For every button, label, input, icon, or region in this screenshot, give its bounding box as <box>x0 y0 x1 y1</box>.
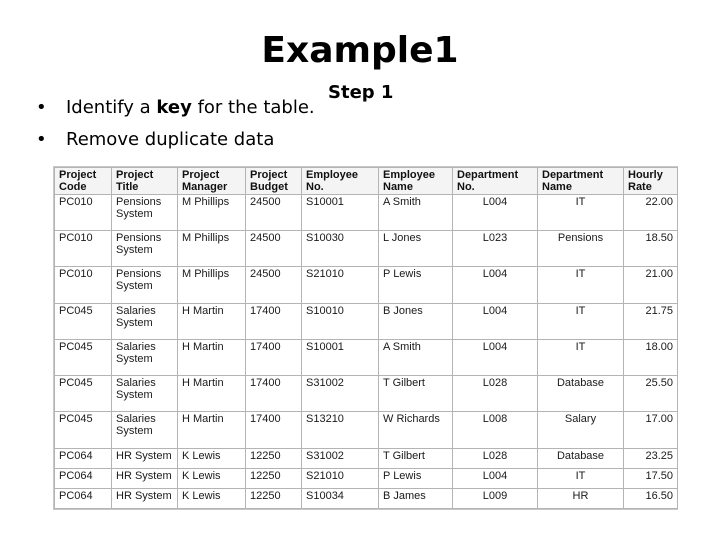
cell-project-budget: 12250 <box>246 468 302 488</box>
cell-employee-name: A Smith <box>379 339 453 375</box>
cell-employee-no: S10001 <box>302 339 379 375</box>
cell-project-title: Pensions System <box>112 195 178 231</box>
column-header-hourly-rate <box>624 168 678 195</box>
cell-project-title: Salaries System <box>112 303 178 339</box>
cell-project-title: HR System <box>112 448 178 468</box>
cell-project-title: Salaries System <box>112 376 178 412</box>
cell-employee-name: T Gilbert <box>379 376 453 412</box>
table-row <box>55 303 678 339</box>
column-header-line: Employee <box>306 169 358 181</box>
cell-employee-no: S31002 <box>302 376 379 412</box>
cell-department-name: IT <box>538 339 624 375</box>
cell-project-code: PC010 <box>55 231 112 267</box>
employee-project-table <box>54 167 678 509</box>
column-header-line: No. <box>457 181 475 193</box>
cell-department-name: IT <box>538 303 624 339</box>
cell-department-no: L009 <box>453 488 538 508</box>
table-row <box>55 267 678 303</box>
cell-department-name: IT <box>538 468 624 488</box>
column-header-line: Code <box>59 181 87 193</box>
table-row <box>55 231 678 267</box>
cell-project-budget: 12250 <box>246 488 302 508</box>
cell-department-name: Pensions <box>538 231 624 267</box>
column-header-line: Name <box>383 181 413 193</box>
cell-department-no: L004 <box>453 303 538 339</box>
cell-employee-name: B Jones <box>379 303 453 339</box>
column-header-project-title <box>112 168 178 195</box>
cell-project-code: PC045 <box>55 339 112 375</box>
cell-project-title: HR System <box>112 468 178 488</box>
cell-employee-name: L Jones <box>379 231 453 267</box>
cell-project-manager: K Lewis <box>178 488 246 508</box>
cell-employee-no: S10034 <box>302 488 379 508</box>
column-header-project-manager <box>178 168 246 195</box>
cell-hourly-rate: 17.50 <box>624 468 678 488</box>
cell-department-name: Database <box>538 448 624 468</box>
cell-hourly-rate: 21.00 <box>624 267 678 303</box>
column-header-line: Budget <box>250 181 288 193</box>
data-table-frame <box>53 166 678 510</box>
cell-hourly-rate: 17.00 <box>624 412 678 448</box>
table-row <box>55 448 678 468</box>
cell-project-code: PC045 <box>55 303 112 339</box>
bullet-item-remove-duplicates <box>36 126 315 158</box>
step-label: Step 1 <box>328 82 394 103</box>
column-header-line: Employee <box>383 169 435 181</box>
cell-employee-name: T Gilbert <box>379 448 453 468</box>
cell-project-code: PC010 <box>55 267 112 303</box>
cell-department-name: IT <box>538 195 624 231</box>
column-header-line: Department <box>542 169 604 181</box>
cell-employee-no: S21010 <box>302 468 379 488</box>
cell-employee-name: A Smith <box>379 195 453 231</box>
column-header-line: Department <box>457 169 519 181</box>
cell-project-budget: 17400 <box>246 303 302 339</box>
cell-department-no: L023 <box>453 231 538 267</box>
cell-project-manager: M Phillips <box>178 195 246 231</box>
column-header-line: Project <box>116 169 154 181</box>
column-header-employee-no <box>302 168 379 195</box>
cell-department-no: L008 <box>453 412 538 448</box>
cell-project-manager: K Lewis <box>178 468 246 488</box>
slide-title: Example1 <box>261 30 459 71</box>
cell-employee-name: P Lewis <box>379 267 453 303</box>
cell-department-no: L004 <box>453 267 538 303</box>
column-header-department-name <box>538 168 624 195</box>
bullet-item-identify-key <box>36 94 315 126</box>
bullet-text: Remove duplicate data <box>66 129 275 150</box>
column-header-department-no <box>453 168 538 195</box>
table-row <box>55 195 678 231</box>
cell-employee-name: P Lewis <box>379 468 453 488</box>
cell-employee-no: S10010 <box>302 303 379 339</box>
cell-project-budget: 17400 <box>246 339 302 375</box>
cell-employee-no: S31002 <box>302 448 379 468</box>
cell-project-manager: M Phillips <box>178 231 246 267</box>
cell-project-manager: H Martin <box>178 303 246 339</box>
column-header-line: Title <box>116 181 139 193</box>
cell-project-manager: K Lewis <box>178 448 246 468</box>
cell-project-title: HR System <box>112 488 178 508</box>
column-header-line: Name <box>542 181 572 193</box>
table-row <box>55 412 678 448</box>
cell-department-name: IT <box>538 267 624 303</box>
bullet-text-prefix: Identify a <box>66 97 157 118</box>
cell-project-budget: 17400 <box>246 376 302 412</box>
cell-department-no: L004 <box>453 339 538 375</box>
cell-project-manager: M Phillips <box>178 267 246 303</box>
cell-employee-no: S13210 <box>302 412 379 448</box>
table-body <box>55 195 678 509</box>
table-row <box>55 376 678 412</box>
bullet-list <box>36 94 315 158</box>
cell-employee-no: S10001 <box>302 195 379 231</box>
cell-project-manager: H Martin <box>178 339 246 375</box>
table-row <box>55 468 678 488</box>
cell-department-name: HR <box>538 488 624 508</box>
column-header-line: Project <box>250 169 288 181</box>
cell-employee-name: W Richards <box>379 412 453 448</box>
cell-department-no: L028 <box>453 448 538 468</box>
cell-department-name: Salary <box>538 412 624 448</box>
bullet-text-suffix: for the table. <box>191 97 315 118</box>
cell-project-code: PC010 <box>55 195 112 231</box>
cell-hourly-rate: 18.50 <box>624 231 678 267</box>
column-header-line: Hourly <box>628 169 663 181</box>
cell-employee-no: S21010 <box>302 267 379 303</box>
column-header-project-code <box>55 168 112 195</box>
cell-department-no: L004 <box>453 195 538 231</box>
cell-project-manager: H Martin <box>178 412 246 448</box>
column-header-line: No. <box>306 181 324 193</box>
column-header-line: Project <box>59 169 97 181</box>
cell-project-code: PC045 <box>55 376 112 412</box>
cell-project-code: PC045 <box>55 412 112 448</box>
cell-project-budget: 24500 <box>246 195 302 231</box>
table-row <box>55 488 678 508</box>
cell-project-code: PC064 <box>55 448 112 468</box>
cell-employee-name: B James <box>379 488 453 508</box>
cell-project-budget: 24500 <box>246 231 302 267</box>
table-row <box>55 339 678 375</box>
column-header-employee-name <box>379 168 453 195</box>
column-header-project-budget <box>246 168 302 195</box>
cell-department-no: L004 <box>453 468 538 488</box>
cell-hourly-rate: 21.75 <box>624 303 678 339</box>
cell-department-name: Database <box>538 376 624 412</box>
table-header-row <box>55 168 678 195</box>
cell-hourly-rate: 22.00 <box>624 195 678 231</box>
column-header-line: Manager <box>182 181 228 193</box>
cell-employee-no: S10030 <box>302 231 379 267</box>
cell-project-budget: 24500 <box>246 267 302 303</box>
cell-project-title: Pensions System <box>112 231 178 267</box>
cell-project-title: Salaries System <box>112 339 178 375</box>
cell-project-code: PC064 <box>55 488 112 508</box>
cell-project-budget: 17400 <box>246 412 302 448</box>
column-header-line: Project <box>182 169 220 181</box>
cell-project-title: Pensions System <box>112 267 178 303</box>
cell-hourly-rate: 16.50 <box>624 488 678 508</box>
cell-hourly-rate: 23.25 <box>624 448 678 468</box>
bullet-text-bold-key: key <box>156 97 192 118</box>
cell-hourly-rate: 18.00 <box>624 339 678 375</box>
cell-project-code: PC064 <box>55 468 112 488</box>
cell-project-manager: H Martin <box>178 376 246 412</box>
cell-project-title: Salaries System <box>112 412 178 448</box>
column-header-line: Rate <box>628 181 652 193</box>
cell-project-budget: 12250 <box>246 448 302 468</box>
cell-hourly-rate: 25.50 <box>624 376 678 412</box>
cell-department-no: L028 <box>453 376 538 412</box>
